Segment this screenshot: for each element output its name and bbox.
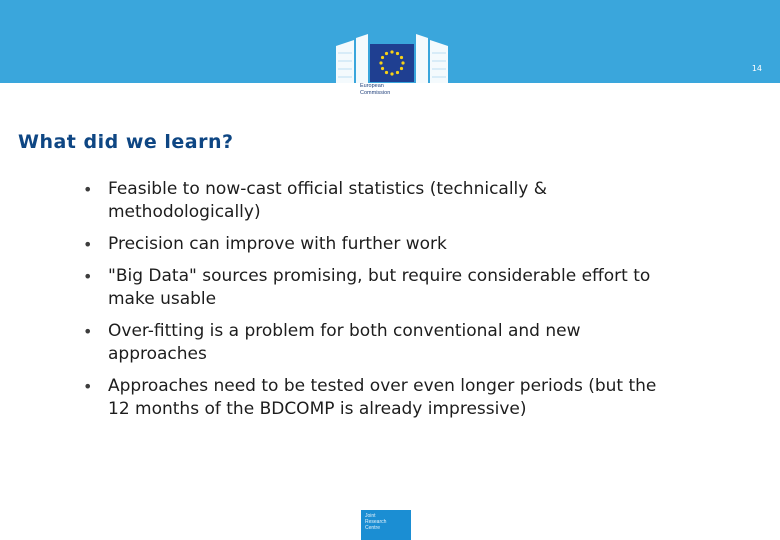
bullet-dot-icon: • <box>83 235 93 254</box>
bullet-item <box>78 178 678 224</box>
bullet-text: "Big Data" sources promising, but require considerable effort to make usable <box>108 266 651 309</box>
logo-text-line1: European <box>360 83 384 89</box>
bullet-list <box>78 178 678 430</box>
bullet-text: Approaches need to be tested over even longer periods (but the 12 months of the BDCOMP is already impressive) <box>108 376 657 419</box>
bullet-item <box>78 233 678 256</box>
bullet-item <box>78 265 678 311</box>
bullet-item <box>78 320 678 366</box>
bullet-dot-icon: • <box>83 180 93 199</box>
bullet-text: Feasible to now-cast official statistics (technically & methodologically) <box>108 179 547 222</box>
logo-wordmark <box>360 83 390 97</box>
footer-logo-line3: Centre <box>365 525 381 531</box>
bullet-text: Over-fitting is a problem for both conventional and new approaches <box>108 321 581 364</box>
bullet-item <box>78 375 678 421</box>
footer-logo-text <box>365 513 386 531</box>
bullet-dot-icon: • <box>83 377 93 396</box>
footer-logo-line1: Joint <box>365 513 376 519</box>
jrc-footer-logo <box>361 510 411 540</box>
page-number: 14 <box>751 64 762 73</box>
bullet-dot-icon: • <box>83 322 93 341</box>
bullet-text: Precision can improve with further work <box>108 234 447 254</box>
european-commission-logo <box>330 18 456 106</box>
logo-text-line2: Commission <box>360 90 391 96</box>
bullet-dot-icon: • <box>83 267 93 286</box>
footer-logo-line2: Research <box>365 519 387 525</box>
slide-title: What did we learn? <box>18 131 234 153</box>
